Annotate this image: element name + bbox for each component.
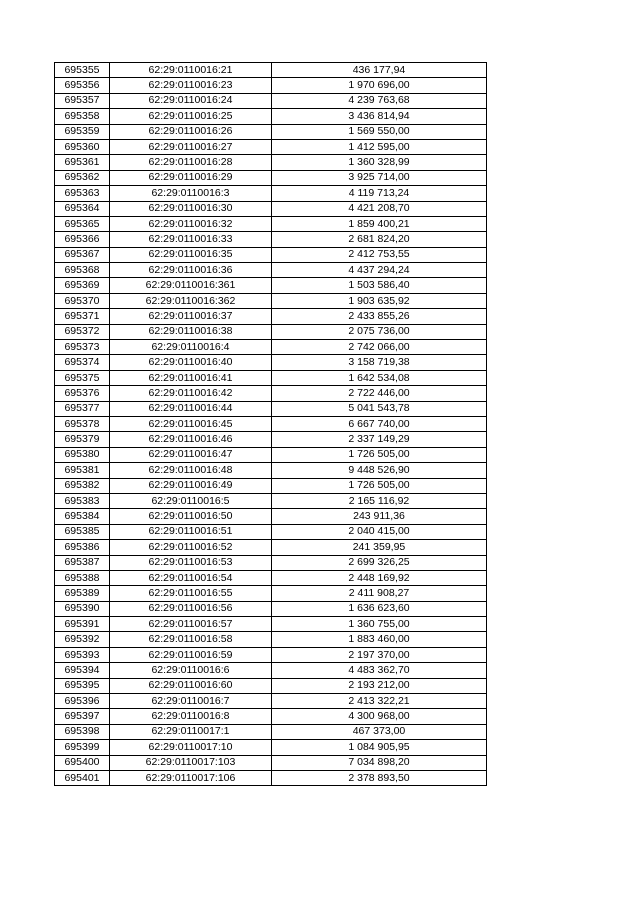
cadastral-number-cell: 62:29:0110016:23 bbox=[110, 78, 272, 93]
cadastral-number-cell: 62:29:0110016:42 bbox=[110, 386, 272, 401]
cadastral-value-cell: 1 569 550,00 bbox=[272, 124, 487, 139]
cadastral-number-cell: 62:29:0110017:106 bbox=[110, 770, 272, 785]
table-row bbox=[55, 709, 487, 724]
row-number-cell: 695401 bbox=[55, 770, 110, 785]
row-number-cell: 695379 bbox=[55, 432, 110, 447]
table-row bbox=[55, 617, 487, 632]
table-row bbox=[55, 647, 487, 662]
cadastral-number-cell: 62:29:0110016:40 bbox=[110, 355, 272, 370]
row-number-cell: 695393 bbox=[55, 647, 110, 662]
row-number-cell: 695368 bbox=[55, 263, 110, 278]
row-number-cell: 695391 bbox=[55, 617, 110, 632]
cadastral-number-cell: 62:29:0110016:55 bbox=[110, 586, 272, 601]
cadastral-number-cell: 62:29:0110016:21 bbox=[110, 63, 272, 78]
row-number-cell: 695387 bbox=[55, 555, 110, 570]
row-number-cell: 695357 bbox=[55, 93, 110, 108]
table-row bbox=[55, 555, 487, 570]
table-row bbox=[55, 770, 487, 785]
cadastral-value-cell: 3 158 719,38 bbox=[272, 355, 487, 370]
row-number-cell: 695363 bbox=[55, 186, 110, 201]
cadastral-number-cell: 62:29:0110016:56 bbox=[110, 601, 272, 616]
cadastral-value-cell: 6 667 740,00 bbox=[272, 416, 487, 431]
cadastral-value-cell: 2 193 212,00 bbox=[272, 678, 487, 693]
table-row bbox=[55, 216, 487, 231]
cadastral-number-cell: 62:29:0110016:32 bbox=[110, 216, 272, 231]
cadastral-value-cell: 1 726 505,00 bbox=[272, 447, 487, 462]
row-number-cell: 695399 bbox=[55, 740, 110, 755]
cadastral-value-cell: 436 177,94 bbox=[272, 63, 487, 78]
table-row bbox=[55, 170, 487, 185]
row-number-cell: 695369 bbox=[55, 278, 110, 293]
cadastral-number-cell: 62:29:0110016:54 bbox=[110, 570, 272, 585]
cadastral-value-cell: 1 970 696,00 bbox=[272, 78, 487, 93]
table-row bbox=[55, 124, 487, 139]
row-number-cell: 695361 bbox=[55, 155, 110, 170]
cadastral-number-cell: 62:29:0110016:33 bbox=[110, 232, 272, 247]
cadastral-value-cell: 3 436 814,94 bbox=[272, 109, 487, 124]
table-row bbox=[55, 524, 487, 539]
cadastral-number-cell: 62:29:0110016:35 bbox=[110, 247, 272, 262]
table-row bbox=[55, 324, 487, 339]
cadastral-value-cell: 1 726 505,00 bbox=[272, 478, 487, 493]
row-number-cell: 695377 bbox=[55, 401, 110, 416]
row-number-cell: 695367 bbox=[55, 247, 110, 262]
row-number-cell: 695380 bbox=[55, 447, 110, 462]
row-number-cell: 695389 bbox=[55, 586, 110, 601]
table-row bbox=[55, 570, 487, 585]
cadastral-number-cell: 62:29:0110016:38 bbox=[110, 324, 272, 339]
cadastral-number-cell: 62:29:0110016:36 bbox=[110, 263, 272, 278]
table-row bbox=[55, 416, 487, 431]
cadastral-value-cell: 1 642 534,08 bbox=[272, 370, 487, 385]
cadastral-value-cell: 2 165 116,92 bbox=[272, 493, 487, 508]
row-number-cell: 695359 bbox=[55, 124, 110, 139]
cadastral-value-cell: 2 448 169,92 bbox=[272, 570, 487, 585]
row-number-cell: 695400 bbox=[55, 755, 110, 770]
row-number-cell: 695381 bbox=[55, 463, 110, 478]
cadastral-value-cell: 3 925 714,00 bbox=[272, 170, 487, 185]
table-row bbox=[55, 540, 487, 555]
cadastral-number-cell: 62:29:0110016:5 bbox=[110, 493, 272, 508]
cadastral-number-cell: 62:29:0110016:7 bbox=[110, 694, 272, 709]
row-number-cell: 695356 bbox=[55, 78, 110, 93]
row-number-cell: 695385 bbox=[55, 524, 110, 539]
table-row bbox=[55, 139, 487, 154]
cadastral-value-cell: 4 437 294,24 bbox=[272, 263, 487, 278]
cadastral-value-cell: 2 197 370,00 bbox=[272, 647, 487, 662]
cadastral-value-cell: 1 636 623,60 bbox=[272, 601, 487, 616]
table-row bbox=[55, 355, 487, 370]
table-row bbox=[55, 263, 487, 278]
cadastral-number-cell: 62:29:0110016:48 bbox=[110, 463, 272, 478]
table-row bbox=[55, 478, 487, 493]
row-number-cell: 695394 bbox=[55, 663, 110, 678]
table-row bbox=[55, 247, 487, 262]
cadastral-number-cell: 62:29:0110016:29 bbox=[110, 170, 272, 185]
cadastral-value-cell: 2 412 753,55 bbox=[272, 247, 487, 262]
cadastral-value-cell: 2 378 893,50 bbox=[272, 770, 487, 785]
cadastral-value-cell: 4 483 362,70 bbox=[272, 663, 487, 678]
row-number-cell: 695355 bbox=[55, 63, 110, 78]
table-row bbox=[55, 155, 487, 170]
table-row bbox=[55, 678, 487, 693]
cadastral-number-cell: 62:29:0110016:46 bbox=[110, 432, 272, 447]
table-row bbox=[55, 601, 487, 616]
cadastral-value-cell: 243 911,36 bbox=[272, 509, 487, 524]
cadastral-number-cell: 62:29:0110016:362 bbox=[110, 293, 272, 308]
cadastral-number-cell: 62:29:0110016:57 bbox=[110, 617, 272, 632]
table-row bbox=[55, 232, 487, 247]
cadastral-value-cell: 2 411 908,27 bbox=[272, 586, 487, 601]
table-row bbox=[55, 340, 487, 355]
table-row bbox=[55, 386, 487, 401]
cadastral-number-cell: 62:29:0110016:49 bbox=[110, 478, 272, 493]
cadastral-value-cell: 7 034 898,20 bbox=[272, 755, 487, 770]
cadastral-number-cell: 62:29:0110016:30 bbox=[110, 201, 272, 216]
cadastral-number-cell: 62:29:0110016:8 bbox=[110, 709, 272, 724]
table-row bbox=[55, 370, 487, 385]
cadastral-value-cell: 2 040 415,00 bbox=[272, 524, 487, 539]
cadastral-number-cell: 62:29:0110016:361 bbox=[110, 278, 272, 293]
cadastral-value-cell: 1 360 755,00 bbox=[272, 617, 487, 632]
cadastral-number-cell: 62:29:0110016:24 bbox=[110, 93, 272, 108]
cadastral-number-cell: 62:29:0110016:47 bbox=[110, 447, 272, 462]
cadastral-number-cell: 62:29:0110016:50 bbox=[110, 509, 272, 524]
cadastral-number-cell: 62:29:0110017:103 bbox=[110, 755, 272, 770]
cadastral-value-cell: 4 421 208,70 bbox=[272, 201, 487, 216]
row-number-cell: 695388 bbox=[55, 570, 110, 585]
row-number-cell: 695372 bbox=[55, 324, 110, 339]
table-row bbox=[55, 463, 487, 478]
cadastral-number-cell: 62:29:0110016:25 bbox=[110, 109, 272, 124]
table-row bbox=[55, 694, 487, 709]
cadastral-value-cell: 2 681 824,20 bbox=[272, 232, 487, 247]
row-number-cell: 695364 bbox=[55, 201, 110, 216]
cadastral-number-cell: 62:29:0110016:26 bbox=[110, 124, 272, 139]
table-row bbox=[55, 93, 487, 108]
row-number-cell: 695370 bbox=[55, 293, 110, 308]
row-number-cell: 695366 bbox=[55, 232, 110, 247]
cadastral-number-cell: 62:29:0110016:52 bbox=[110, 540, 272, 555]
cadastral-number-cell: 62:29:0110016:41 bbox=[110, 370, 272, 385]
cadastral-number-cell: 62:29:0110017:1 bbox=[110, 724, 272, 739]
cadastral-value-cell: 1 360 328,99 bbox=[272, 155, 487, 170]
row-number-cell: 695395 bbox=[55, 678, 110, 693]
row-number-cell: 695371 bbox=[55, 309, 110, 324]
table-row bbox=[55, 293, 487, 308]
cadastral-number-cell: 62:29:0110016:59 bbox=[110, 647, 272, 662]
cadastral-value-cell: 2 337 149,29 bbox=[272, 432, 487, 447]
table-row bbox=[55, 663, 487, 678]
cadastral-value-table bbox=[54, 62, 487, 786]
row-number-cell: 695362 bbox=[55, 170, 110, 185]
cadastral-number-cell: 62:29:0110016:28 bbox=[110, 155, 272, 170]
cadastral-value-cell: 4 300 968,00 bbox=[272, 709, 487, 724]
table-body bbox=[55, 63, 487, 786]
cadastral-value-cell: 2 699 326,25 bbox=[272, 555, 487, 570]
cadastral-value-cell: 1 859 400,21 bbox=[272, 216, 487, 231]
cadastral-number-cell: 62:29:0110016:44 bbox=[110, 401, 272, 416]
cadastral-value-cell: 467 373,00 bbox=[272, 724, 487, 739]
row-number-cell: 695390 bbox=[55, 601, 110, 616]
row-number-cell: 695384 bbox=[55, 509, 110, 524]
row-number-cell: 695398 bbox=[55, 724, 110, 739]
table-row bbox=[55, 201, 487, 216]
cadastral-value-cell: 2 413 322,21 bbox=[272, 694, 487, 709]
table-row bbox=[55, 509, 487, 524]
table-row bbox=[55, 755, 487, 770]
table-row bbox=[55, 278, 487, 293]
cadastral-value-cell: 5 041 543,78 bbox=[272, 401, 487, 416]
row-number-cell: 695374 bbox=[55, 355, 110, 370]
row-number-cell: 695360 bbox=[55, 139, 110, 154]
table-row bbox=[55, 447, 487, 462]
table-row bbox=[55, 740, 487, 755]
cadastral-number-cell: 62:29:0110016:51 bbox=[110, 524, 272, 539]
table-row bbox=[55, 401, 487, 416]
row-number-cell: 695375 bbox=[55, 370, 110, 385]
row-number-cell: 695396 bbox=[55, 694, 110, 709]
row-number-cell: 695378 bbox=[55, 416, 110, 431]
row-number-cell: 695382 bbox=[55, 478, 110, 493]
cadastral-number-cell: 62:29:0110016:45 bbox=[110, 416, 272, 431]
row-number-cell: 695373 bbox=[55, 340, 110, 355]
row-number-cell: 695392 bbox=[55, 632, 110, 647]
cadastral-value-cell: 1 084 905,95 bbox=[272, 740, 487, 755]
cadastral-number-cell: 62:29:0110016:53 bbox=[110, 555, 272, 570]
row-number-cell: 695358 bbox=[55, 109, 110, 124]
cadastral-value-cell: 1 883 460,00 bbox=[272, 632, 487, 647]
table-row bbox=[55, 63, 487, 78]
table-row bbox=[55, 632, 487, 647]
cadastral-value-cell: 1 903 635,92 bbox=[272, 293, 487, 308]
table-row bbox=[55, 432, 487, 447]
cadastral-number-cell: 62:29:0110017:10 bbox=[110, 740, 272, 755]
table-row bbox=[55, 586, 487, 601]
table-row bbox=[55, 309, 487, 324]
row-number-cell: 695397 bbox=[55, 709, 110, 724]
cadastral-number-cell: 62:29:0110016:3 bbox=[110, 186, 272, 201]
table-row bbox=[55, 78, 487, 93]
cadastral-number-cell: 62:29:0110016:6 bbox=[110, 663, 272, 678]
cadastral-value-cell: 4 239 763,68 bbox=[272, 93, 487, 108]
cadastral-value-cell: 2 075 736,00 bbox=[272, 324, 487, 339]
cadastral-value-cell: 4 119 713,24 bbox=[272, 186, 487, 201]
cadastral-number-cell: 62:29:0110016:27 bbox=[110, 139, 272, 154]
cadastral-number-cell: 62:29:0110016:58 bbox=[110, 632, 272, 647]
cadastral-value-cell: 1 503 586,40 bbox=[272, 278, 487, 293]
table-row bbox=[55, 724, 487, 739]
row-number-cell: 695365 bbox=[55, 216, 110, 231]
row-number-cell: 695386 bbox=[55, 540, 110, 555]
cadastral-value-cell: 241 359,95 bbox=[272, 540, 487, 555]
row-number-cell: 695383 bbox=[55, 493, 110, 508]
cadastral-number-cell: 62:29:0110016:37 bbox=[110, 309, 272, 324]
cadastral-value-cell: 1 412 595,00 bbox=[272, 139, 487, 154]
table-row bbox=[55, 493, 487, 508]
cadastral-number-cell: 62:29:0110016:60 bbox=[110, 678, 272, 693]
cadastral-value-cell: 2 722 446,00 bbox=[272, 386, 487, 401]
cadastral-value-cell: 9 448 526,90 bbox=[272, 463, 487, 478]
table-row bbox=[55, 109, 487, 124]
cadastral-value-cell: 2 433 855,26 bbox=[272, 309, 487, 324]
row-number-cell: 695376 bbox=[55, 386, 110, 401]
table-row bbox=[55, 186, 487, 201]
cadastral-number-cell: 62:29:0110016:4 bbox=[110, 340, 272, 355]
cadastral-value-cell: 2 742 066,00 bbox=[272, 340, 487, 355]
